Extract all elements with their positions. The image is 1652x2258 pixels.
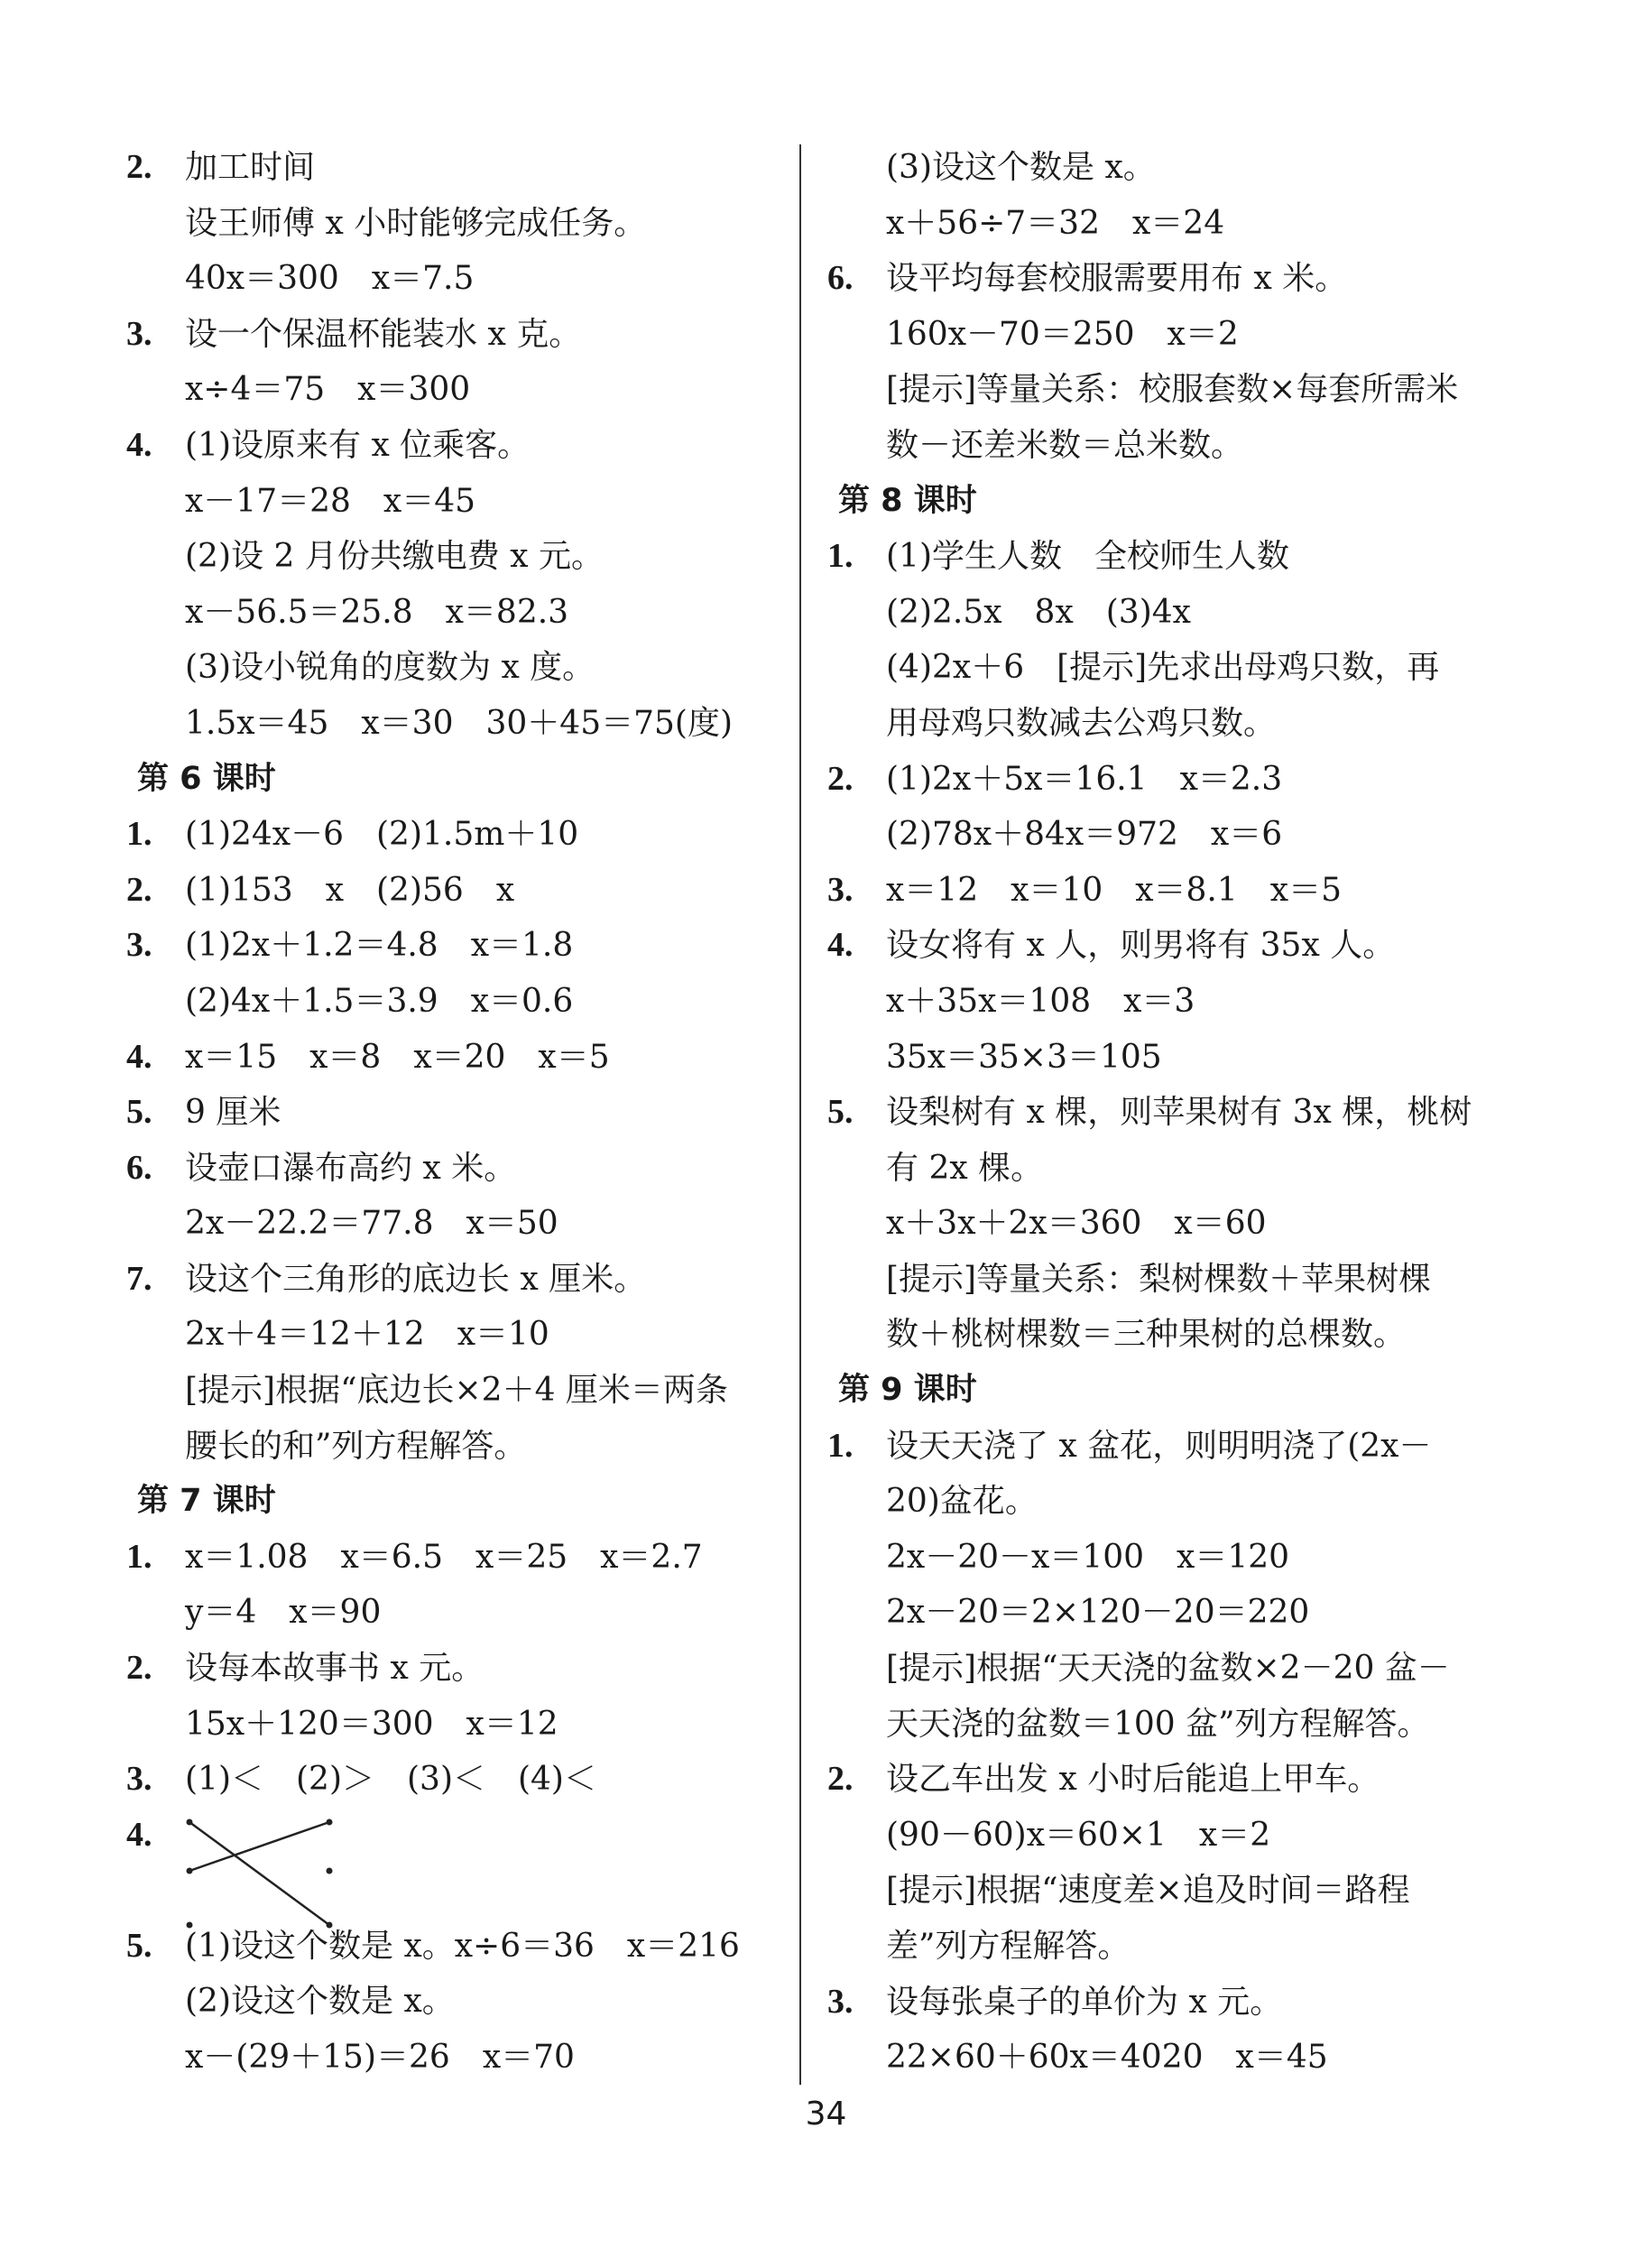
question-number: 2. bbox=[126, 148, 152, 186]
answer-text: 40x＝300 x＝7.5 bbox=[185, 260, 475, 298]
answer-text: [提示]根据“速度差×追及时间＝路程 bbox=[886, 1872, 1410, 1910]
answer-line bbox=[827, 140, 1513, 196]
answer-line bbox=[126, 1697, 794, 1753]
question-number: 1. bbox=[827, 1426, 854, 1465]
answer-line bbox=[827, 251, 1513, 307]
question-number: 4. bbox=[126, 1037, 152, 1076]
answer-line bbox=[827, 196, 1513, 252]
answer-line bbox=[827, 1085, 1513, 1141]
answer-line bbox=[827, 752, 1513, 808]
answer-text: x＝15 x＝8 x＝20 x＝5 bbox=[185, 1038, 610, 1076]
answer-line bbox=[827, 362, 1513, 418]
question-number: 6. bbox=[126, 1148, 152, 1187]
answer-text: (1)2x＋1.2＝4.8 x＝1.8 bbox=[185, 927, 574, 965]
answer-line bbox=[126, 1363, 794, 1419]
answer-text: [提示]根据“底边长×2＋4 厘米＝两条 bbox=[185, 1372, 728, 1410]
answer-line bbox=[827, 807, 1513, 863]
answer-line bbox=[827, 1752, 1513, 1808]
answer-line bbox=[126, 807, 794, 863]
answer-line bbox=[827, 1196, 1513, 1252]
question-number: 1. bbox=[126, 815, 152, 854]
answer-line bbox=[827, 1530, 1513, 1586]
answer-text: 加工时间 bbox=[185, 149, 316, 186]
answer-text: (90－60)x＝60×1 x＝2 bbox=[886, 1816, 1271, 1854]
answer-line bbox=[126, 362, 794, 418]
answer-text: x－56.5＝25.8 x＝82.3 bbox=[185, 593, 569, 631]
answer-text: x＝12 x＝10 x＝8.1 x＝5 bbox=[886, 871, 1342, 909]
answer-line bbox=[126, 918, 794, 974]
answer-text: (1)学生人数 全校师生人数 bbox=[886, 538, 1289, 576]
answer-text: (3)设这个数是 x。 bbox=[886, 149, 1156, 186]
question-number: 3. bbox=[827, 1982, 854, 2021]
question-number: 1. bbox=[126, 1537, 152, 1576]
answer-text: 2x＋4＝12＋12 x＝10 bbox=[185, 1316, 549, 1354]
answer-text: 设梨树有 x 棵，则苹果树有 3x 棵，桃树 bbox=[886, 1094, 1472, 1132]
answer-line bbox=[126, 1419, 794, 1475]
answer-text: 差”列方程解答。 bbox=[886, 1928, 1131, 1965]
answer-text: 设乙车出发 x 小时后能追上甲车。 bbox=[886, 1761, 1380, 1799]
answer-line bbox=[126, 1974, 794, 2030]
dot-point bbox=[187, 1867, 193, 1874]
answer-text: 用母鸡只数减去公鸡只数。 bbox=[886, 704, 1277, 742]
answer-line bbox=[126, 696, 794, 752]
question-number: 7. bbox=[126, 1259, 152, 1298]
answer-text: 设壶口瀑布高约 x 米。 bbox=[185, 1149, 517, 1187]
answer-line bbox=[126, 1141, 794, 1197]
answer-line bbox=[827, 1307, 1513, 1363]
question-number: 2. bbox=[827, 759, 854, 798]
column-divider bbox=[799, 144, 801, 2085]
answer-line bbox=[126, 140, 794, 196]
question-number: 6. bbox=[827, 259, 854, 298]
answer-line bbox=[827, 1585, 1513, 1641]
question-number: 5. bbox=[126, 1926, 152, 1965]
answer-line bbox=[827, 1808, 1513, 1864]
answer-line bbox=[827, 918, 1513, 974]
answer-text: x＋3x＋2x＝360 x＝60 bbox=[886, 1205, 1267, 1243]
answer-line bbox=[126, 863, 794, 919]
answer-line bbox=[126, 1085, 794, 1141]
answer-text: x＋35x＝108 x＝3 bbox=[886, 982, 1195, 1020]
answer-text: 9 厘米 bbox=[185, 1094, 281, 1132]
answer-text: 设一个保温杯能装水 x 克。 bbox=[185, 315, 582, 353]
section-heading: 第 9 课时 bbox=[838, 1372, 977, 1409]
answer-line bbox=[126, 1196, 794, 1252]
question-number: 3. bbox=[126, 1760, 152, 1799]
answer-text: 20)盆花。 bbox=[886, 1483, 1038, 1521]
question-number: 2. bbox=[126, 1649, 152, 1688]
answer-line bbox=[126, 418, 794, 474]
answer-line bbox=[126, 1307, 794, 1363]
question-number: 4. bbox=[126, 425, 152, 464]
answer-text: x＝1.08 x＝6.5 x＝25 x＝2.7 bbox=[185, 1538, 703, 1576]
answer-line bbox=[827, 1419, 1513, 1475]
answer-text: 有 2x 棵。 bbox=[886, 1149, 1044, 1187]
answer-text: (2)4x＋1.5＝3.9 x＝0.6 bbox=[185, 982, 574, 1020]
question-number: 3. bbox=[126, 314, 152, 353]
left-column bbox=[126, 140, 794, 2086]
question-number: 5. bbox=[827, 1093, 854, 1132]
answer-text: (2)设 2 月份共缴电费 x 元。 bbox=[185, 538, 604, 576]
answer-text: (1)＜ (2)＞ (3)＜ (4)＜ bbox=[185, 1761, 596, 1799]
answer-line bbox=[827, 1975, 1513, 2031]
dot-point bbox=[187, 1818, 193, 1825]
answer-line bbox=[827, 2030, 1513, 2086]
answer-text: x－(29＋15)＝26 x＝70 bbox=[185, 2039, 575, 2076]
answer-text: 2x－22.2＝77.8 x＝50 bbox=[185, 1205, 558, 1243]
answer-line bbox=[126, 529, 794, 585]
answer-line bbox=[126, 1030, 794, 1086]
answer-line bbox=[827, 529, 1513, 585]
section-heading: 第 7 课时 bbox=[137, 1483, 276, 1520]
answer-line bbox=[827, 640, 1513, 696]
page-number: 34 bbox=[805, 2096, 847, 2133]
matching-line bbox=[189, 1822, 329, 1925]
matching-line bbox=[189, 1822, 329, 1871]
answer-line bbox=[126, 196, 794, 252]
answer-text: 15x＋120＝300 x＝12 bbox=[185, 1705, 558, 1743]
answer-text: 设王师傅 x 小时能够完成任务。 bbox=[185, 204, 647, 242]
answer-text: (2)78x＋84x＝972 x＝6 bbox=[886, 816, 1283, 854]
answer-line bbox=[126, 1752, 794, 1808]
answer-text: x÷4＝75 x＝300 bbox=[185, 371, 471, 409]
answer-text: 设每张桌子的单价为 x 元。 bbox=[886, 1983, 1283, 2021]
answer-text: (1)24x－6 (2)1.5m＋10 bbox=[185, 816, 579, 854]
answer-text: [提示]等量关系：校服套数×每套所需米 bbox=[886, 371, 1459, 409]
answer-line bbox=[126, 1530, 794, 1586]
question-number: 5. bbox=[126, 1093, 152, 1132]
answer-text: (1)设原来有 x 位乘客。 bbox=[185, 426, 531, 464]
answer-line bbox=[126, 1808, 794, 1919]
question-number: 4. bbox=[827, 926, 854, 965]
question-number: 2. bbox=[827, 1760, 854, 1799]
answer-line bbox=[126, 1919, 794, 1975]
answer-text: (1)153 x (2)56 x bbox=[185, 871, 515, 909]
answer-line bbox=[827, 1919, 1513, 1975]
answer-text: 腰长的和”列方程解答。 bbox=[185, 1427, 527, 1465]
answer-text: 数－还差米数＝总米数。 bbox=[886, 426, 1244, 464]
answer-line bbox=[827, 1641, 1513, 1697]
answer-line bbox=[827, 1141, 1513, 1197]
answer-line bbox=[827, 307, 1513, 363]
answer-text: (2)2.5x 8x (3)4x bbox=[886, 593, 1191, 631]
answer-text: x－17＝28 x＝45 bbox=[185, 482, 476, 520]
answer-text: (2)设这个数是 x。 bbox=[185, 1983, 455, 2021]
question-number: 2. bbox=[126, 870, 152, 909]
answer-line bbox=[126, 585, 794, 641]
answer-text: [提示]等量关系：梨树棵数＋苹果树棵 bbox=[886, 1260, 1432, 1298]
answer-text: (1)2x＋5x＝16.1 x＝2.3 bbox=[886, 760, 1283, 798]
answer-line bbox=[827, 1030, 1513, 1086]
right-column bbox=[827, 140, 1513, 2086]
matching-lines-diagram bbox=[185, 1815, 338, 1932]
answer-text: (1)设这个数是 x。x÷6＝36 x＝216 bbox=[185, 1927, 740, 1965]
answer-text: 设每本故事书 x 元。 bbox=[185, 1650, 485, 1688]
answer-line bbox=[126, 2030, 794, 2086]
answer-text: y＝4 x＝90 bbox=[185, 1594, 382, 1632]
answer-text: 设女将有 x 人，则男将有 35x 人。 bbox=[886, 927, 1396, 965]
answer-line bbox=[126, 640, 794, 696]
section-heading: 第 6 课时 bbox=[137, 760, 276, 797]
answer-line bbox=[126, 307, 794, 363]
section-heading: 第 8 课时 bbox=[838, 482, 977, 519]
answer-line bbox=[827, 1252, 1513, 1308]
answer-text: 设平均每套校服需要用布 x 米。 bbox=[886, 260, 1348, 298]
answer-text: 2x－20－x＝100 x＝120 bbox=[886, 1538, 1290, 1576]
answer-line bbox=[126, 251, 794, 307]
question-number: 4. bbox=[126, 1815, 152, 1854]
answer-text: (4)2x＋6 [提示]先求出母鸡只数，再 bbox=[886, 649, 1440, 687]
question-number: 3. bbox=[827, 870, 854, 909]
answer-text: x＋56÷7＝32 x＝24 bbox=[886, 204, 1225, 242]
question-number: 1. bbox=[827, 537, 854, 576]
dot-point bbox=[327, 1867, 333, 1874]
answer-line bbox=[126, 1585, 794, 1641]
answer-text: [提示]根据“天天浇的盆数×2－20 盆－ bbox=[886, 1650, 1450, 1688]
question-number: 3. bbox=[126, 926, 152, 965]
answer-text: 2x－20＝2×120－20＝220 bbox=[886, 1594, 1310, 1632]
answer-line bbox=[126, 474, 794, 530]
answer-text: 设天天浇了 x 盆花，则明明浇了(2x－ bbox=[886, 1427, 1432, 1465]
answer-line bbox=[827, 1863, 1513, 1919]
answer-line bbox=[827, 974, 1513, 1030]
answer-line bbox=[827, 863, 1513, 919]
answer-text: 35x＝35×3＝105 bbox=[886, 1038, 1162, 1076]
answer-line bbox=[827, 418, 1513, 474]
answer-line bbox=[126, 1252, 794, 1308]
answer-text: 1.5x＝45 x＝30 30＋45＝75(度) bbox=[185, 704, 733, 742]
answer-line bbox=[827, 696, 1513, 752]
answer-text: 数＋桃树棵数＝三种果树的总棵数。 bbox=[886, 1316, 1407, 1354]
answer-text: 设这个三角形的底边长 x 厘米。 bbox=[185, 1260, 647, 1298]
answer-line bbox=[827, 1474, 1513, 1530]
answer-line bbox=[126, 974, 794, 1030]
answer-line bbox=[126, 1641, 794, 1697]
answer-text: (3)设小锐角的度数为 x 度。 bbox=[185, 649, 595, 687]
dot-point bbox=[327, 1818, 333, 1825]
answer-text: 160x－70＝250 x＝2 bbox=[886, 315, 1239, 353]
answer-line bbox=[827, 1697, 1513, 1753]
answer-text: 22×60＋60x＝4020 x＝45 bbox=[886, 2039, 1328, 2077]
answer-line bbox=[827, 585, 1513, 641]
answer-text: 天天浇的盆数＝100 盆”列方程解答。 bbox=[886, 1705, 1430, 1743]
